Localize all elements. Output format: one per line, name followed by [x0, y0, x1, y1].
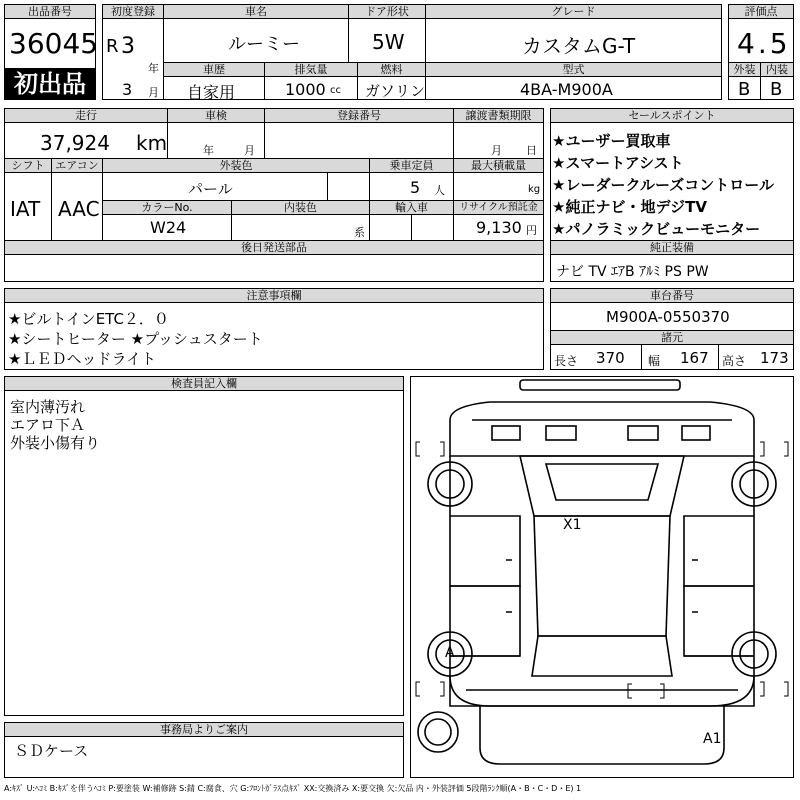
note-line: ★ビルトインETC２．０	[8, 310, 169, 328]
first-reg-month: 3	[122, 80, 133, 99]
damage-mark-a-left: A	[445, 645, 455, 661]
sales-point-item: ★レーダークルーズコントロール	[552, 176, 774, 194]
ext-color-label: 外装色	[102, 158, 370, 173]
mileage-value: 37,924	[40, 131, 110, 155]
recycle-value: 9,130	[476, 218, 522, 237]
inspector-line: 外装小傷有り	[10, 434, 101, 452]
first-reg-month-unit: 月	[148, 86, 159, 99]
score-block	[728, 4, 794, 100]
score-label: 評価点	[728, 4, 794, 19]
damage-mark-a1: A1	[703, 731, 722, 747]
first-reg-era: R	[106, 36, 119, 57]
equipment-label: 純正装備	[550, 240, 794, 255]
height-label: 高さ	[722, 354, 747, 368]
displacement-unit: cc	[330, 85, 341, 96]
int-color-label: 内装色	[231, 200, 370, 215]
car-name-label: 車名	[163, 4, 349, 19]
capacity-label: 乗車定員	[369, 158, 454, 173]
ext-score-value: B	[738, 79, 751, 100]
grade-label: グレード	[425, 4, 722, 19]
chassis-label: 車台番号	[550, 288, 794, 303]
chassis-value: M900A-0550370	[606, 308, 730, 326]
sales-point-item: ★スマートアシスト	[552, 154, 684, 172]
office-label: 事務局よりご案内	[4, 722, 404, 737]
model-code-label: 型式	[425, 62, 722, 77]
transfer-docs-label: 譲渡書類期限	[453, 108, 544, 123]
transfer-day-unit: 日	[526, 144, 537, 157]
history-value: 自家用	[187, 83, 236, 102]
transfer-month-unit: 月	[491, 144, 502, 157]
lot-number: 36045	[9, 27, 99, 60]
inspection-month-unit: 月	[244, 144, 255, 157]
mileage-unit: km	[136, 131, 168, 155]
first-reg-label: 初度登録	[102, 4, 164, 19]
notes-label: 注意事項欄	[4, 288, 544, 303]
doors-label: ドア形状	[348, 4, 426, 19]
office-value: ＳＤケース	[14, 742, 89, 760]
sales-points-label: セールスポイント	[550, 108, 794, 123]
later-parts-label: 後日発送部品	[4, 240, 544, 255]
reg-number-label: 登録番号	[264, 108, 454, 123]
ext-score-label: 外装	[728, 62, 761, 77]
int-score-value: B	[770, 79, 783, 100]
shift-value: IAT	[10, 197, 41, 221]
width-label: 幅	[648, 354, 661, 368]
length-value: 370	[596, 349, 625, 367]
aircon-value: AAC	[58, 197, 100, 221]
int-score-label: 内装	[760, 62, 794, 77]
sales-point-item: ★ユーザー買取車	[552, 132, 671, 150]
inspector-line: 室内薄汚れ	[10, 398, 86, 416]
capacity-unit: 人	[434, 184, 445, 197]
max-load-label: 最大積載量	[453, 158, 544, 173]
inspector-line: エアロ下Ａ	[10, 416, 86, 434]
capacity-value: 5	[410, 178, 421, 197]
fuel-label: 燃料	[357, 62, 426, 77]
grade-value: カスタムG-T	[522, 34, 636, 58]
history-label: 車歴	[163, 62, 265, 77]
color-no-label: カラーNo.	[102, 200, 232, 215]
equipment-value: ナビ TV ｴｱB ｱﾙﾐ PS PW	[556, 264, 709, 280]
legend-footer: A:ｷｽﾞ U:ﾍｺﾐ B:ｷｽﾞを伴うﾍｺﾐ P:要塗装 W:補修跡 S:錆 C:腐食、穴 G:ﾌﾛﾝﾄｶﾞﾗｽ点ｷｽﾞ XX:交換済み X:要交換 欠:欠品 内・外装評価 5段階ﾗﾝｸ順(A・B・C・D・E) 1	[4, 784, 582, 793]
doors-value: 5W	[372, 30, 405, 54]
first-reg-year: 3	[121, 34, 135, 59]
inspection-label: 車検	[167, 108, 265, 123]
height-value: 173	[760, 349, 789, 367]
note-line: ★ＬＥＤヘッドライト	[8, 350, 156, 368]
fuel-value: ガソリン	[365, 82, 426, 100]
int-color-unit: 系	[354, 226, 365, 239]
inspector-label: 検査員記入欄	[4, 376, 404, 391]
inspection-year-unit: 年	[203, 144, 214, 157]
car-outline-diagram	[410, 376, 794, 778]
width-value: 167	[680, 349, 709, 367]
import-label: 輸入車	[369, 200, 454, 215]
lot-block	[4, 4, 99, 100]
car-name-value: ルーミー	[228, 34, 300, 55]
first-listing-badge: 初出品	[4, 68, 96, 100]
specs-label: 諸元	[550, 330, 794, 345]
lot-label: 出品番号	[4, 4, 96, 19]
length-label: 長さ	[554, 354, 579, 368]
color-no-value: W24	[150, 218, 187, 237]
mileage-label: 走行	[4, 108, 168, 123]
sales-point-item: ★純正ナビ・地デジTV	[552, 198, 707, 216]
sales-point-item: ★パノラミックビューモニター	[552, 220, 761, 238]
score-value: 4.5	[737, 27, 791, 60]
model-code-value: 4BA-M900A	[520, 80, 613, 99]
max-load-unit: kg	[528, 184, 541, 195]
aircon-label: エアコン	[51, 158, 103, 173]
recycle-unit: 円	[526, 224, 537, 237]
ext-color-value: パール	[188, 180, 233, 198]
note-line: ★シートヒーター ★プッシュスタート	[8, 330, 263, 348]
damage-diagram	[410, 376, 794, 778]
shift-label: シフト	[4, 158, 52, 173]
first-reg-year-unit: 年	[148, 62, 159, 75]
displacement-label: 排気量	[264, 62, 358, 77]
damage-mark-x1: X1	[563, 517, 582, 533]
recycle-label: リサイクル預託金	[453, 200, 544, 215]
displacement-value: 1000	[285, 80, 326, 99]
